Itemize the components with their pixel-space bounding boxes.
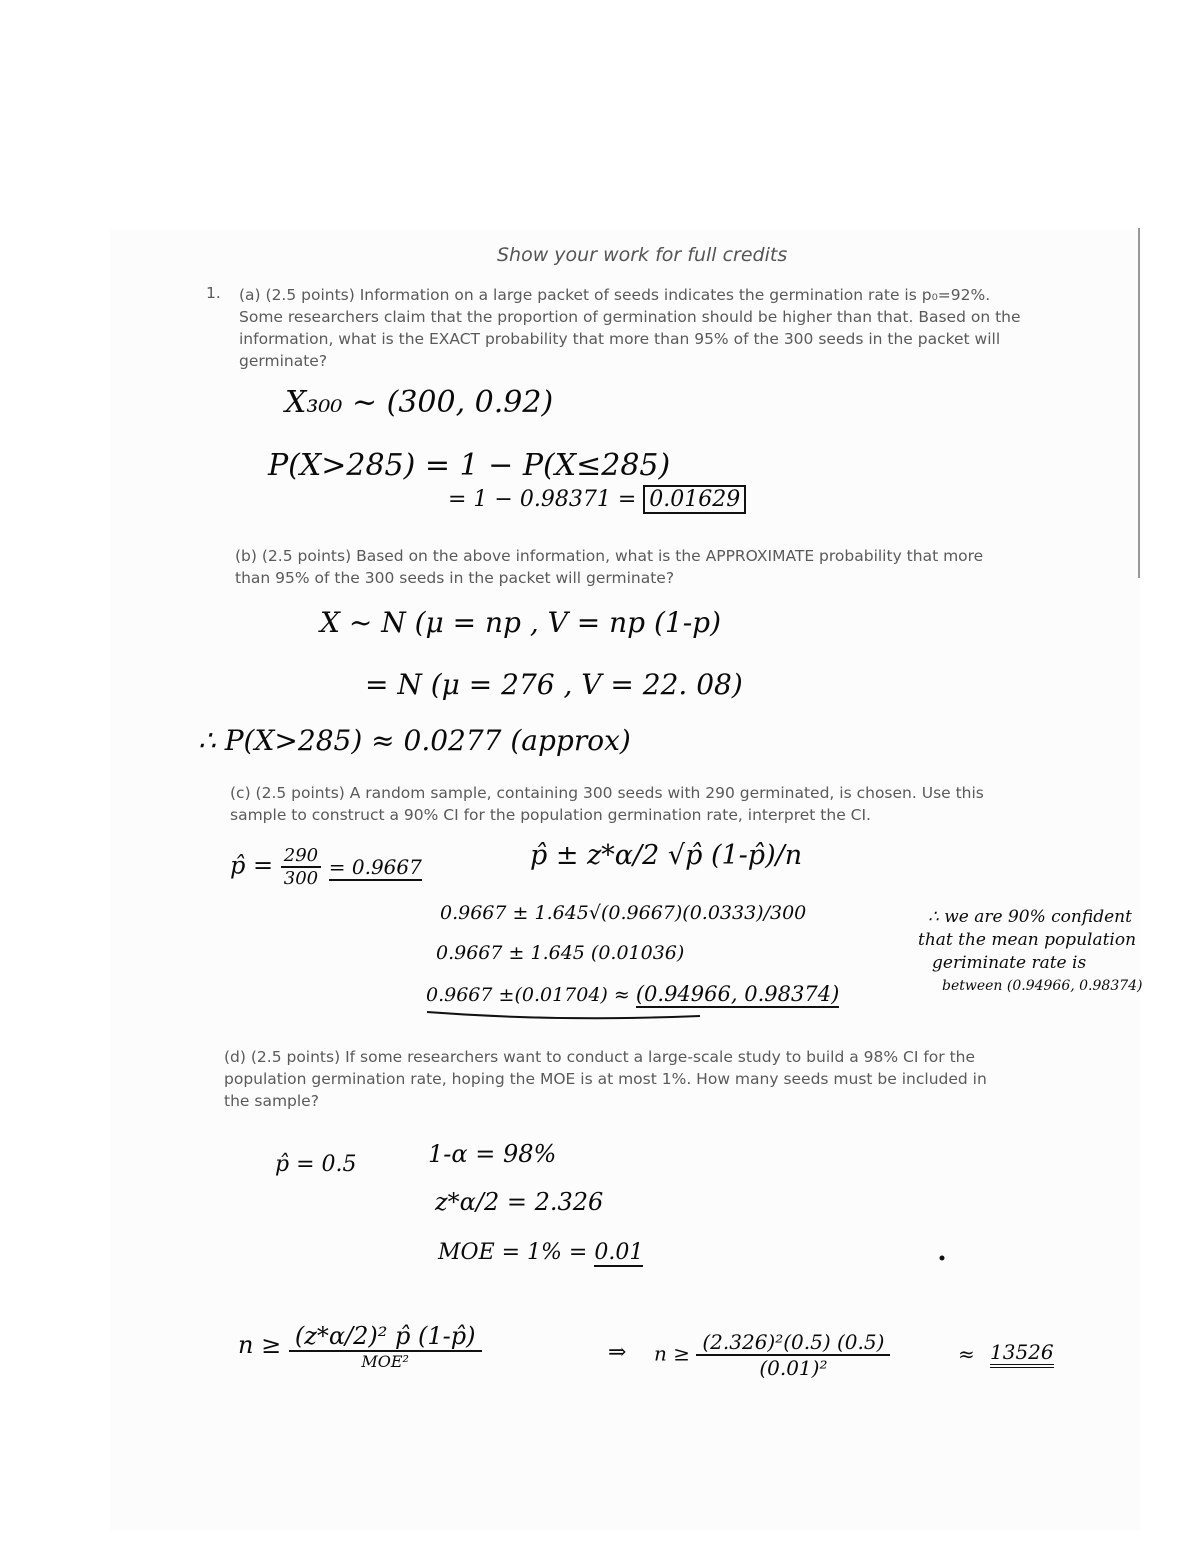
part-a-line1: X₃₀₀ ~ (300, 0.92) (285, 385, 554, 420)
part-c-phat-num: 290 (281, 845, 321, 868)
part-d-n-lhs2: n ≥ (654, 1341, 690, 1366)
part-c-step2: 0.9667 ± 1.645 (0.01036) (436, 942, 685, 964)
part-d-prompt: (d) (2.5 points) If some researchers want to conduct a large-scale study to build a 98% CI for the population germination rate, hoping the MOE is at most 1%. How many seeds must be included in the sample? (224, 1048, 987, 1110)
part-b-line3: ∴ P(X>285) ≈ 0.0277 (approx) (198, 724, 631, 757)
part-c-step3-prefix: 0.9667 ±(0.01704) ≈ (426, 984, 630, 1006)
part-a-line2: P(X>285) = 1 − P(X≤285) (268, 448, 671, 483)
ink-dot (940, 1256, 945, 1261)
part-a-line3-prefix: = 1 − 0.98371 = (448, 487, 637, 512)
part-d-implies-arrow: ⇒ (608, 1340, 627, 1365)
part-b-line2: = N (μ = 276 , V = 22. 08) (365, 668, 743, 701)
part-d-moe-prefix: MOE = 1% = (438, 1240, 588, 1265)
part-d-sub-numerator: (2.326)²(0.5) (0.5) (696, 1330, 890, 1356)
interval-underline-stroke (427, 1012, 700, 1018)
part-d-n-denominator: MOE² (361, 1352, 409, 1371)
part-c-step1: 0.9667 ± 1.645√(0.9667)(0.0333)/300 (440, 902, 807, 924)
part-a-answer: 0.01629 (643, 485, 746, 514)
part-d-moe-value: 0.01 (594, 1240, 644, 1265)
part-c-phat-den: 300 (283, 868, 319, 889)
part-c-interp-line1: ∴ we are 90% confident (928, 907, 1132, 927)
part-d-approx-sign: ≈ (958, 1342, 975, 1366)
part-c-formula: p̂ ± z*α/2 √p̂ (1-p̂)/n (530, 840, 803, 871)
part-c-interp-line3: geriminate rate is (932, 953, 1087, 973)
part-d-sub-denominator: (0.01)² (759, 1356, 828, 1380)
part-a-prompt: (a) (2.5 points) Information on a large packet of seeds indicates the germination rate is p₀=92%. Some researchers claim that the proportion of germination should be higher than that. Based on the information, what is the EXACT probability that more than 95% of the 300 seeds in the packet will germinate? (239, 286, 1021, 370)
part-b-prompt: (b) (2.5 points) Based on the above information, what is the APPROXIMATE probability that more than 95% of the 300 seeds in the packet will germinate? (235, 547, 984, 587)
part-d-result: 13526 (990, 1340, 1054, 1368)
page-title: Show your work for full credits (497, 244, 788, 266)
part-d-n-numerator: (z*α/2)² p̂ (1-p̂) (289, 1322, 482, 1352)
part-d-phat: p̂ = 0.5 (275, 1152, 357, 1177)
part-d-zstar: z*α/2 = 2.326 (435, 1188, 604, 1216)
part-d-alpha: 1-α = 98% (428, 1140, 557, 1168)
part-c-interval: (0.94966, 0.98374) (635, 982, 840, 1006)
question-number: 1. (206, 284, 221, 302)
part-c-phat-value: = 0.9667 (328, 854, 422, 879)
part-c-interp-line2: that the mean population (918, 930, 1137, 950)
part-c-prompt: (c) (2.5 points) A random sample, containing 300 seeds with 290 germinated, is chosen. Use this sample to construct a 90% CI for the population germination rate, interpret the CI. (230, 784, 984, 824)
part-d-n-lhs: n ≥ (238, 1331, 282, 1359)
part-c-phat-label: p̂ = (230, 851, 274, 880)
part-c-interp-line4: between (0.94966, 0.98374) (942, 978, 1143, 994)
part-b-line1: X ~ N (μ = np , V = np (1-p) (320, 606, 722, 639)
